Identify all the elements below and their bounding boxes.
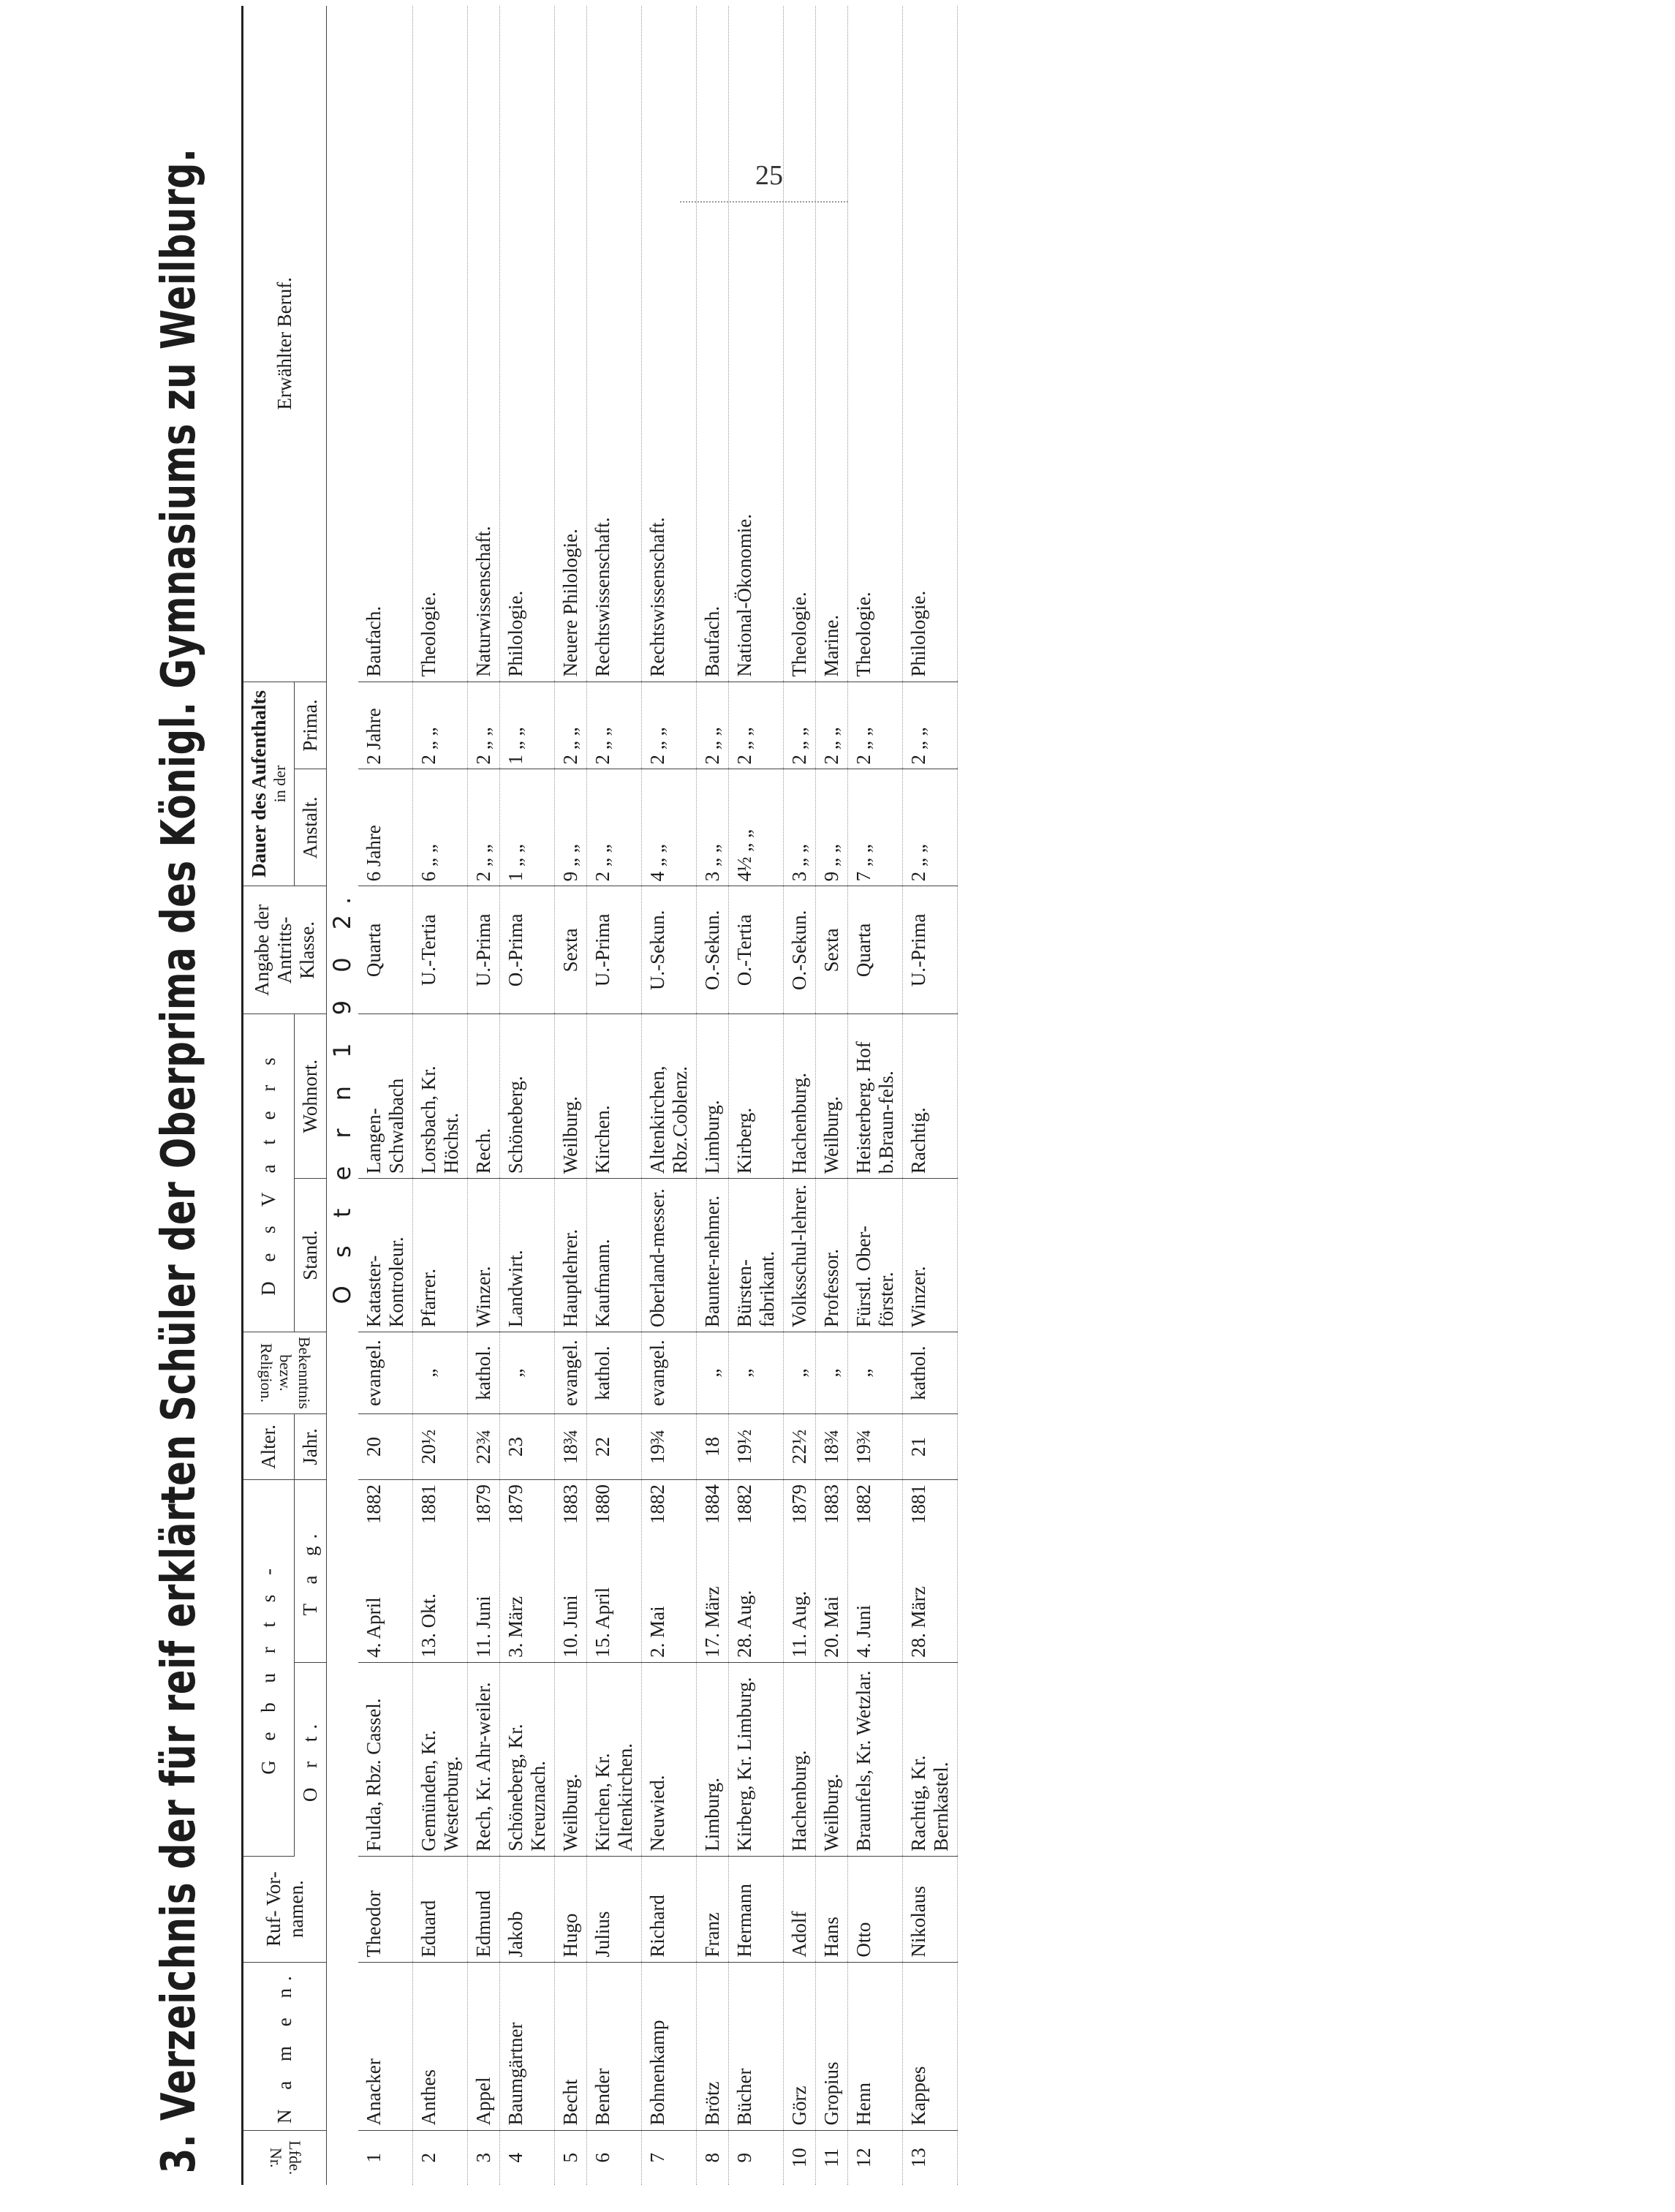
cell-birth-date [358, 1480, 413, 1663]
cell-birth-place: Rech, Kr. Ahr-weiler. [468, 1662, 500, 1856]
cell-duration-prima: 2 „ „ [642, 682, 697, 769]
cell-first-name: Eduard [413, 1856, 468, 1962]
register-table [241, 6, 958, 2185]
cell-surname: Bücher [729, 1962, 784, 2130]
cell-father-residence: Rachtig. [903, 1014, 958, 1179]
header-des-vaters: D e s V a t e r s [243, 1014, 295, 1332]
cell-father-residence: Limburg. [697, 1014, 729, 1179]
cell-religion: „ [816, 1332, 848, 1414]
cell-birth-place: Kirchen, Kr. Altenkirchen. [587, 1662, 642, 1856]
cell-father-occupation: Fürstl. Ober-förster. [848, 1179, 903, 1332]
cell-birth-date [500, 1480, 555, 1663]
cell-first-name: Richard [642, 1856, 697, 1962]
cell-entry-class: Quarta [848, 886, 903, 1014]
cell-surname: Appel [468, 1962, 500, 2130]
cell-birth-date [468, 1480, 500, 1663]
table-row [697, 6, 729, 2185]
table-row [903, 6, 958, 2185]
cell-row-number: 1 [358, 2130, 413, 2185]
birth-year: 1884 [701, 1484, 723, 1525]
cell-surname: Anacker [358, 1962, 413, 2130]
cell-entry-class: U.-Sekun. [642, 886, 697, 1014]
cell-chosen-profession: Marine. [816, 6, 848, 682]
cell-duration-prima: 2 Jahre [358, 682, 413, 769]
birth-year: 1883 [820, 1484, 842, 1525]
section-label: O s t e r n 1 9 0 2. [328, 886, 356, 1305]
cell-birth-date [413, 1480, 468, 1663]
cell-first-name: Franz [697, 1856, 729, 1962]
birth-day-month: 4. April [363, 1597, 385, 1658]
cell-religion: evangel. [358, 1332, 413, 1414]
cell-father-residence: Rech. [468, 1014, 500, 1179]
cell-father-occupation: Oberland-messer. [642, 1179, 697, 1332]
cell-duration-prima: 2 „ „ [903, 682, 958, 769]
birth-day-month: 4. Juni [852, 1604, 874, 1658]
birth-year: 1882 [363, 1484, 385, 1525]
cell-entry-class: U.-Prima [903, 886, 958, 1014]
cell-entry-class: U.-Prima [468, 886, 500, 1014]
table-row [848, 6, 903, 2185]
cell-entry-class: O.-Prima [500, 886, 555, 1014]
birth-year: 1879 [504, 1484, 526, 1525]
cell-duration-prima: 2 „ „ [784, 682, 816, 769]
header-anstalt: Anstalt. [295, 769, 327, 886]
cell-entry-class: O.-Sekun. [784, 886, 816, 1014]
birth-year: 1879 [788, 1484, 810, 1525]
cell-birth-date [816, 1480, 848, 1663]
cell-surname: Bohnenkamp [642, 1962, 697, 2130]
cell-age: 22½ [784, 1414, 816, 1480]
header-beruf: Erwählter Beruf. [243, 6, 327, 682]
birth-day-month: 17. März [701, 1586, 723, 1658]
cell-father-occupation: Kataster-Kontroleur. [358, 1179, 413, 1332]
cell-chosen-profession: Theologie. [413, 6, 468, 682]
cell-religion: „ [729, 1332, 784, 1414]
header-stand: Stand. [295, 1179, 327, 1332]
cell-religion: „ [697, 1332, 729, 1414]
birth-year: 1882 [646, 1484, 668, 1525]
cell-duration-school: 4 „ „ [642, 769, 697, 886]
cell-duration-prima: 2 „ „ [587, 682, 642, 769]
birth-day-month: 28. März [907, 1586, 929, 1658]
header-ort: O r t. [295, 1662, 327, 1856]
cell-duration-prima: 1 „ „ [500, 682, 555, 769]
cell-birth-date [555, 1480, 587, 1663]
cell-chosen-profession: Rechtswissenschaft. [642, 6, 697, 682]
cell-birth-place: Weilburg. [816, 1662, 848, 1856]
cell-religion: kathol. [587, 1332, 642, 1414]
cell-entry-class: Sexta [555, 886, 587, 1014]
cell-entry-class: O.-Sekun. [697, 886, 729, 1014]
cell-duration-school: 7 „ „ [848, 769, 903, 886]
cell-entry-class: Quarta [358, 886, 413, 1014]
cell-entry-class: U.-Tertia [413, 886, 468, 1014]
cell-age: 22 [587, 1414, 642, 1480]
cell-religion: kathol. [468, 1332, 500, 1414]
birth-year: 1881 [417, 1484, 439, 1525]
cell-father-occupation: Baunter-nehmer. [697, 1179, 729, 1332]
cell-surname: Görz [784, 1962, 816, 2130]
cell-father-occupation: Winzer. [903, 1179, 958, 1332]
cell-duration-prima: 2 „ „ [555, 682, 587, 769]
cell-first-name: Edmund [468, 1856, 500, 1962]
cell-surname: Gropius [816, 1962, 848, 2130]
cell-birth-date [587, 1480, 642, 1663]
cell-birth-date [729, 1480, 784, 1663]
cell-birth-place: Gemünden, Kr. Westerburg. [413, 1662, 468, 1856]
document-title: 3. Verzeichnis der für reif erklärten Schüler der Oberprima des Königl. Gymnasiums zu Weilburg. [152, 148, 206, 2174]
cell-row-number: 12 [848, 2130, 903, 2185]
cell-father-residence: Heisterberg. Hof b.Braun-fels. [848, 1014, 903, 1179]
cell-duration-prima: 2 „ „ [848, 682, 903, 769]
cell-row-number: 5 [555, 2130, 587, 2185]
cell-surname: Bender [587, 1962, 642, 2130]
cell-birth-date [903, 1480, 958, 1663]
cell-father-occupation: Volksschul-lehrer. [784, 1179, 816, 1332]
birth-day-month: 2. Mai [646, 1606, 668, 1658]
cell-birth-place: Limburg. [697, 1662, 729, 1856]
cell-birth-date [784, 1480, 816, 1663]
cell-surname: Baumgärtner [500, 1962, 555, 2130]
cell-chosen-profession: Neuere Philologie. [555, 6, 587, 682]
cell-religion: evangel. [642, 1332, 697, 1414]
cell-duration-prima: 2 „ „ [697, 682, 729, 769]
cell-age: 19¾ [642, 1414, 697, 1480]
cell-religion: „ [848, 1332, 903, 1414]
cell-first-name: Nikolaus [903, 1856, 958, 1962]
cell-duration-school: 3 „ „ [784, 769, 816, 886]
cell-row-number: 6 [587, 2130, 642, 2185]
table-row [729, 6, 784, 2185]
header-bekenntnis: Bekenntnis bezw. Religion. [243, 1332, 327, 1414]
cell-duration-school: 2 „ „ [587, 769, 642, 886]
cell-entry-class: O.-Tertia [729, 886, 784, 1014]
cell-chosen-profession: Theologie. [848, 6, 903, 682]
header-dauer [243, 682, 295, 886]
cell-father-occupation: Winzer. [468, 1179, 500, 1332]
cell-first-name: Adolf [784, 1856, 816, 1962]
header-wohnort: Wohnort. [295, 1014, 327, 1179]
cell-duration-school: 9 „ „ [816, 769, 848, 886]
cell-row-number: 13 [903, 2130, 958, 2185]
cell-age: 20 [358, 1414, 413, 1480]
cell-surname: Becht [555, 1962, 587, 2130]
cell-age: 18 [697, 1414, 729, 1480]
cell-duration-school: 2 „ „ [903, 769, 958, 886]
birth-day-month: 3. März [504, 1596, 526, 1658]
cell-duration-prima: 2 „ „ [413, 682, 468, 769]
cell-chosen-profession: National-Ökonomie. [729, 6, 784, 682]
table-row [468, 6, 500, 2185]
cell-age: 23 [500, 1414, 555, 1480]
header-prima: Prima. [295, 682, 327, 769]
table-row [587, 6, 642, 2185]
cell-birth-place: Fulda, Rbz. Cassel. [358, 1662, 413, 1856]
cell-father-occupation: Landwirt. [500, 1179, 555, 1332]
cell-surname: Kappes [903, 1962, 958, 2130]
cell-father-residence: Langen-Schwalbach [358, 1014, 413, 1179]
cell-birth-place: Hachenburg. [784, 1662, 816, 1856]
cell-first-name: Otto [848, 1856, 903, 1962]
cell-chosen-profession: Theologie. [784, 6, 816, 682]
cell-father-residence: Schöneberg. [500, 1014, 555, 1179]
cell-duration-prima: 2 „ „ [468, 682, 500, 769]
birth-year: 1883 [559, 1484, 581, 1525]
birth-year: 1881 [907, 1484, 929, 1525]
cell-row-number: 4 [500, 2130, 555, 2185]
cell-chosen-profession: Philologie. [500, 6, 555, 682]
cell-first-name: Hermann [729, 1856, 784, 1962]
section-row-ostern [327, 6, 359, 2185]
birth-day-month: 10. Juni [559, 1595, 581, 1658]
cell-row-number: 8 [697, 2130, 729, 2185]
table-row [784, 6, 816, 2185]
cell-religion: „ [413, 1332, 468, 1414]
birth-day-month: 11. Aug. [788, 1590, 810, 1658]
cell-age: 18¾ [555, 1414, 587, 1480]
cell-age: 19½ [729, 1414, 784, 1480]
cell-first-name: Julius [587, 1856, 642, 1962]
cell-father-residence: Hachenburg. [784, 1014, 816, 1179]
cell-birth-date [697, 1480, 729, 1663]
header-antritt: Angabe der Antritts- Klasse. [243, 886, 327, 1014]
cell-age: 21 [903, 1414, 958, 1480]
cell-chosen-profession: Baufach. [697, 6, 729, 682]
cell-row-number: 10 [784, 2130, 816, 2185]
cell-birth-place: Rachtig, Kr. Bernkastel. [903, 1662, 958, 1856]
birth-year: 1882 [733, 1484, 755, 1525]
cell-surname: Henn [848, 1962, 903, 2130]
header-geburts: G e b u r t s - [243, 1480, 295, 1857]
cell-chosen-profession: Rechtswissenschaft. [587, 6, 642, 682]
cell-birth-place: Kirberg, Kr. Limburg. [729, 1662, 784, 1856]
cell-religion: „ [784, 1332, 816, 1414]
cell-first-name: Hugo [555, 1856, 587, 1962]
cell-chosen-profession: Baufach. [358, 6, 413, 682]
birth-year: 1882 [852, 1484, 874, 1525]
cell-entry-class: Sexta [816, 886, 848, 1014]
cell-duration-school: 2 „ „ [468, 769, 500, 886]
cell-father-occupation: Professor. [816, 1179, 848, 1332]
cell-duration-school: 1 „ „ [500, 769, 555, 886]
header-dauer-label: Dauer des Aufenthalts [248, 690, 270, 877]
cell-religion: kathol. [903, 1332, 958, 1414]
header-alter: Alter. [243, 1414, 295, 1480]
header-row-1 [243, 6, 295, 2185]
header-namen: N a m e n. [243, 1962, 327, 2130]
cell-row-number: 2 [413, 2130, 468, 2185]
table-row [816, 6, 848, 2185]
birth-day-month: 15. April [591, 1587, 613, 1658]
cell-father-residence: Weilburg. [555, 1014, 587, 1179]
cell-birth-place: Schöneberg, Kr. Kreuznach. [500, 1662, 555, 1856]
cell-father-residence: Altenkirchen, Rbz.Coblenz. [642, 1014, 697, 1179]
cell-religion: evangel. [555, 1332, 587, 1414]
cell-duration-prima: 2 „ „ [729, 682, 784, 769]
cell-age: 20½ [413, 1414, 468, 1480]
table-row [500, 6, 555, 2185]
cell-birth-date [848, 1480, 903, 1663]
cell-father-occupation: Hauptlehrer. [555, 1179, 587, 1332]
cell-father-residence: Kirchen. [587, 1014, 642, 1179]
cell-chosen-profession: Naturwissenschaft. [468, 6, 500, 682]
cell-entry-class: U.-Prima [587, 886, 642, 1014]
cell-row-number: 9 [729, 2130, 784, 2185]
cell-first-name: Hans [816, 1856, 848, 1962]
cell-religion: „ [500, 1332, 555, 1414]
cell-age: 18¾ [816, 1414, 848, 1480]
header-tag: T a g. [295, 1480, 327, 1663]
birth-year: 1879 [472, 1484, 494, 1525]
cell-father-residence: Lorsbach, Kr. Höchst. [413, 1014, 468, 1179]
cell-age: 22¾ [468, 1414, 500, 1480]
cell-chosen-profession: Philologie. [903, 6, 958, 682]
cell-row-number: 3 [468, 2130, 500, 2185]
cell-birth-place: Weilburg. [555, 1662, 587, 1856]
cell-father-occupation: Pfarrer. [413, 1179, 468, 1332]
cell-row-number: 7 [642, 2130, 697, 2185]
cell-birth-date [642, 1480, 697, 1663]
cell-father-residence: Weilburg. [816, 1014, 848, 1179]
table-row [413, 6, 468, 2185]
cell-surname: Brötz [697, 1962, 729, 2130]
cell-first-name: Theodor [358, 1856, 413, 1962]
table-row [642, 6, 697, 2185]
header-in-der: in der [271, 765, 289, 803]
header-rufvornamen: Ruf- Vor- namen. [243, 1856, 327, 1962]
birth-day-month: 20. Mai [820, 1596, 842, 1658]
cell-father-occupation: Bürsten-fabrikant. [729, 1179, 784, 1332]
table-row [358, 6, 413, 2185]
cell-duration-school: 4½ „ „ [729, 769, 784, 886]
cell-duration-school: 6 Jahre [358, 769, 413, 886]
header-nr: Lfde. Nr. [243, 2130, 327, 2185]
birth-day-month: 13. Okt. [417, 1593, 439, 1658]
rotated-document-sheet [139, 6, 1630, 2185]
cell-duration-prima: 2 „ „ [816, 682, 848, 769]
cell-duration-school: 6 „ „ [413, 769, 468, 886]
cell-surname: Anthes [413, 1962, 468, 2130]
cell-row-number: 11 [816, 2130, 848, 2185]
birth-day-month: 28. Aug. [733, 1590, 755, 1658]
cell-age: 19¾ [848, 1414, 903, 1480]
cell-father-occupation: Kaufmann. [587, 1179, 642, 1332]
register-body [327, 6, 958, 2185]
cell-duration-school: 3 „ „ [697, 769, 729, 886]
table-row [555, 6, 587, 2185]
cell-first-name: Jakob [500, 1856, 555, 1962]
page-number: 25 [755, 160, 783, 191]
header-jahr: Jahr. [295, 1414, 327, 1480]
cell-father-residence: Kirberg. [729, 1014, 784, 1179]
cell-birth-place: Braunfels, Kr. Wetzlar. [848, 1662, 903, 1856]
birth-day-month: 11. Juni [472, 1596, 494, 1658]
birth-year: 1880 [591, 1484, 613, 1525]
cell-birth-place: Neuwied. [642, 1662, 697, 1856]
cell-duration-school: 9 „ „ [555, 769, 587, 886]
